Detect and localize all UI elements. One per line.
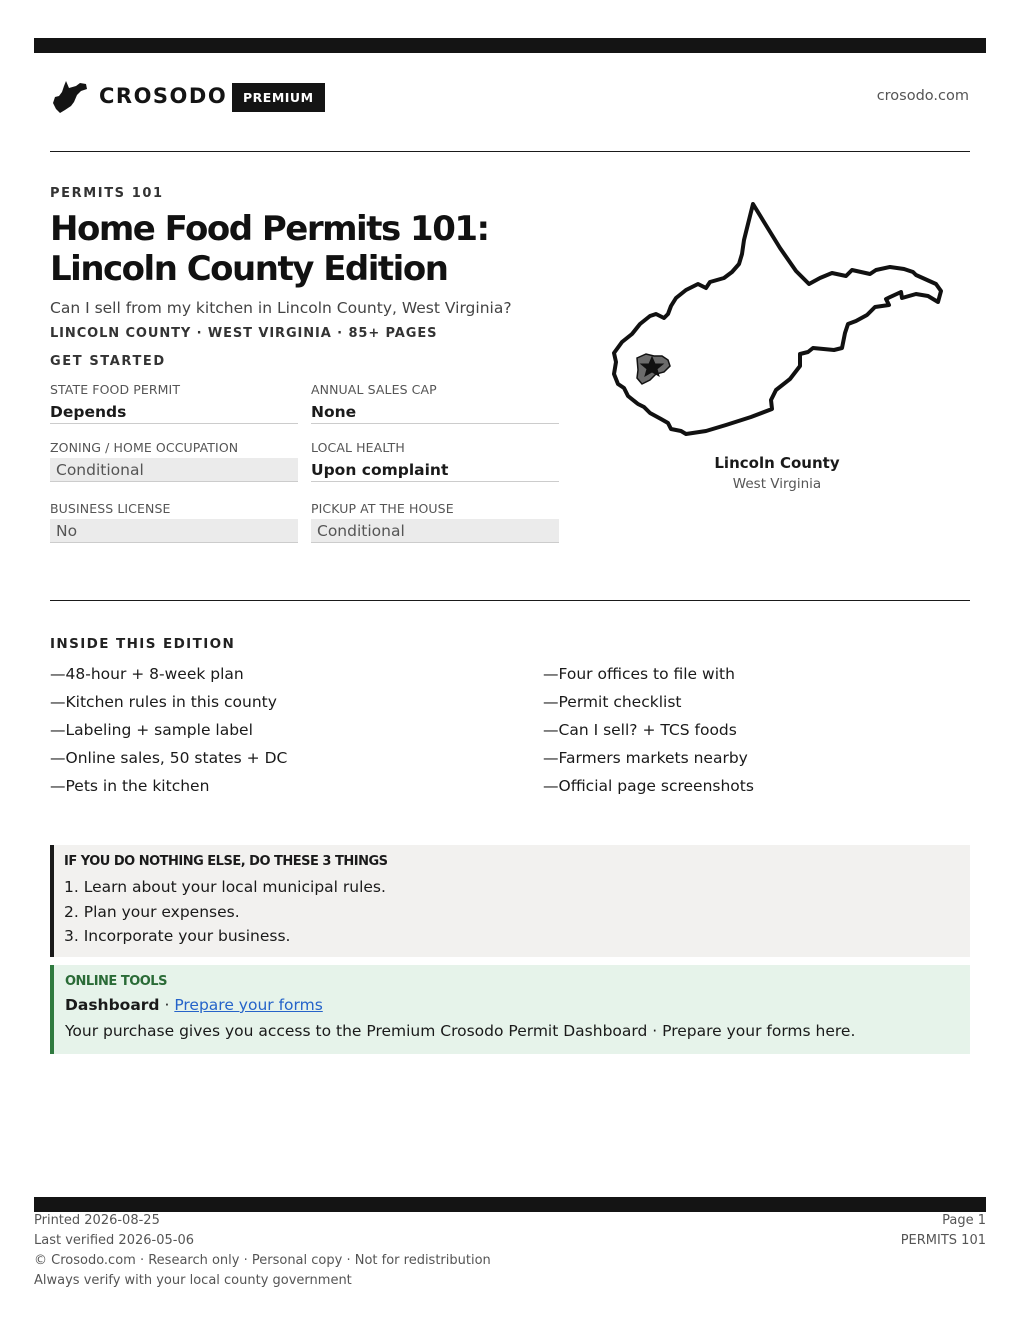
fact-label: ZONING / HOME OCCUPATION	[50, 440, 239, 455]
toc-item: —Online sales, 50 states + DC	[50, 749, 288, 767]
footer-section: PERMITS 101	[900, 1233, 986, 1248]
dashboard-label: Dashboard	[65, 996, 160, 1014]
toc-item: —Labeling + sample label	[50, 721, 253, 739]
tools-description: Your purchase gives you access to the Premium Crosodo Permit Dashboard · Prepare your forms here.	[65, 1022, 856, 1040]
premium-badge: PREMIUM	[232, 83, 325, 112]
callout-item: 3. Incorporate your business.	[64, 927, 291, 945]
page-title: Home Food Permits 101: Lincoln County Edition	[50, 209, 489, 289]
edition-meta: LINCOLN COUNTY · WEST VIRGINIA · 85+ PAGES	[50, 326, 438, 341]
fact-label: STATE FOOD PERMIT	[50, 382, 181, 397]
toc-item: —Can I sell? + TCS foods	[543, 721, 737, 739]
fact-state-food-permit	[50, 382, 298, 424]
fact-annual-sales-cap	[311, 382, 559, 424]
toc-left-column	[50, 663, 490, 803]
section-eyebrow: PERMITS 101	[50, 186, 164, 201]
toc-item: —Kitchen rules in this county	[50, 693, 277, 711]
fact-label: LOCAL HEALTH	[311, 440, 405, 455]
state-map	[606, 198, 946, 438]
fact-business-license	[50, 501, 298, 543]
page-number: Page 1	[942, 1213, 986, 1228]
get-started-heading: GET STARTED	[50, 354, 166, 369]
printed-date: Printed 2026-08-25	[34, 1213, 160, 1228]
fact-label: BUSINESS LICENSE	[50, 501, 171, 516]
fact-value: None	[311, 400, 559, 424]
copyright-notice: © Crosodo.com · Research only · Personal copy · Not for redistribution	[34, 1253, 491, 1268]
callout-title: IF YOU DO NOTHING ELSE, DO THESE 3 THINGS	[64, 854, 388, 869]
fact-value: Conditional	[311, 519, 559, 543]
fact-pickup-at-house	[311, 501, 559, 543]
fact-label: PICKUP AT THE HOUSE	[311, 501, 454, 516]
toc-item: —Official page screenshots	[543, 777, 754, 795]
fact-zoning-home-occupation	[50, 440, 298, 482]
toc-right-column	[543, 663, 983, 803]
toc-item: —Four offices to file with	[543, 665, 735, 683]
top-bar	[34, 38, 986, 53]
prepare-forms-link[interactable]: Prepare your forms	[174, 996, 323, 1014]
map-state-label: West Virginia	[732, 476, 822, 492]
callout-list	[64, 875, 970, 949]
verified-date: Last verified 2026-05-06	[34, 1233, 194, 1248]
header	[50, 78, 970, 118]
section-divider	[50, 600, 970, 601]
toc-item: —Permit checklist	[543, 693, 682, 711]
toc-item: —48-hour + 8-week plan	[50, 665, 244, 683]
header-divider	[50, 151, 970, 152]
site-url[interactable]: crosodo.com	[876, 88, 969, 104]
online-tools-title: ONLINE TOOLS	[65, 974, 167, 989]
toc-item: —Farmers markets nearby	[543, 749, 748, 767]
callout-item: 1. Learn about your local municipal rules.	[64, 878, 386, 896]
toc-item: —Pets in the kitchen	[50, 777, 210, 795]
west-virginia-logo-icon	[52, 80, 88, 114]
dashboard-line	[65, 992, 970, 1018]
map-county-label: Lincoln County	[714, 454, 840, 472]
fact-local-health	[311, 440, 559, 482]
page-subtitle: Can I sell from my kitchen in Lincoln County, West Virginia?	[50, 299, 512, 317]
separator: ·	[159, 996, 175, 1014]
verify-disclaimer: Always verify with your local county government	[34, 1273, 352, 1288]
fact-value: Depends	[50, 400, 298, 424]
three-things-callout	[50, 845, 970, 957]
fact-value: No	[50, 519, 298, 543]
state-outline	[614, 204, 941, 434]
fact-value: Upon complaint	[311, 458, 559, 482]
fact-label: ANNUAL SALES CAP	[311, 382, 437, 397]
callout-item: 2. Plan your expenses.	[64, 902, 240, 921]
inside-edition-heading: INSIDE THIS EDITION	[50, 636, 236, 652]
bottom-bar	[34, 1197, 986, 1212]
brand-name[interactable]: CROSODO	[99, 84, 228, 108]
fact-value: Conditional	[50, 458, 298, 482]
online-tools-box	[50, 965, 970, 1054]
